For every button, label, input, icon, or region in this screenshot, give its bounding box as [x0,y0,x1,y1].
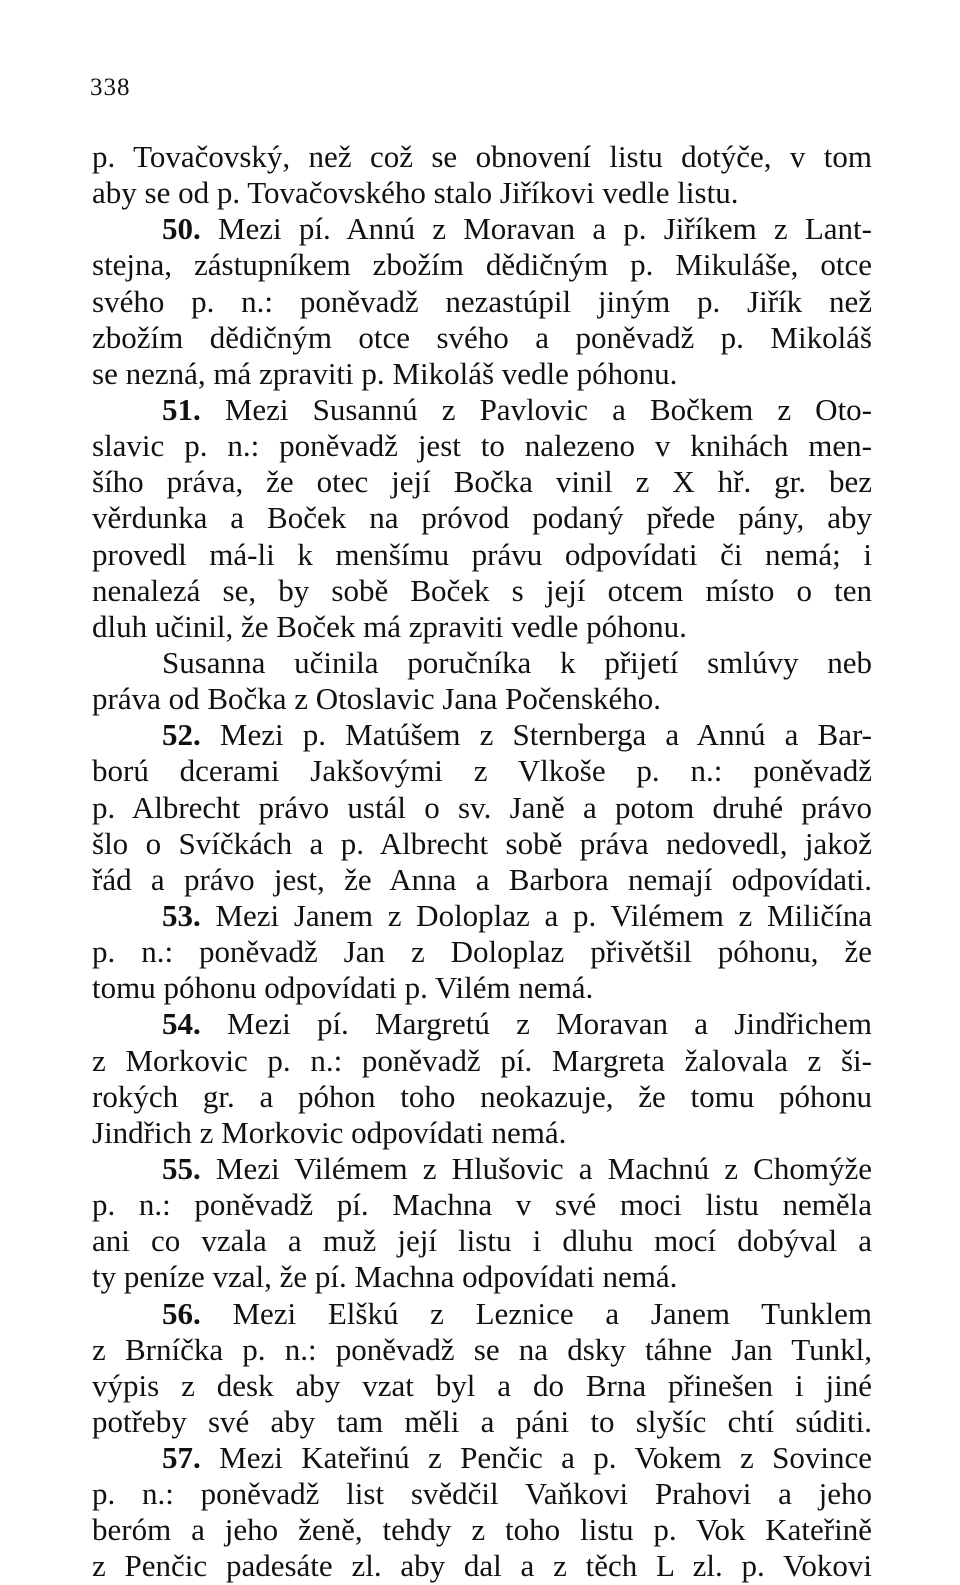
line-text: svého p. n.: poněvadž nezastúpil jiným p. Jiřík než [92,283,872,319]
text-line [92,284,872,320]
line-text: Mezi Susannú z Pavlovic a Bočkem z Oto- [224,391,873,427]
line-text: se nezná, má zpraviti p. Mikoláš vedle póhonu. [92,355,678,391]
section-number: 51. [162,391,201,427]
line-text: z Morkovic p. n.: poněvadž pí. Margreta žalovala z ši- [92,1042,872,1078]
section-number: 55. [162,1150,201,1186]
line-text: nenalezá se, by sobě Boček s její otcem místo o ten [92,572,872,608]
text-line [92,717,872,753]
line-text: dluh učinil, že Boček má zpraviti vedle póhonu. [92,608,687,644]
text-line [92,1043,872,1079]
section-number: 57. [162,1440,201,1476]
line-text: ty peníze vzal, že pí. Machna odpovídati nemá. [92,1259,678,1295]
text-line [92,934,872,970]
text-line [92,790,872,826]
text-line [92,139,872,175]
text-line [92,573,872,609]
line-text: Mezi pí. Margretú z Moravan a Jindřichem [227,1006,872,1042]
line-text: Mezi Elškú z Leznice a Janem Tunklem [232,1295,872,1331]
text-line [92,1079,872,1115]
line-text: Jindřich z Morkovic odpovídati nemá. [92,1114,567,1150]
section-number: 56. [162,1295,201,1331]
text-line [92,826,872,862]
line-text: aby se od p. Tovačovského stalo Jiříkovi vedle listu. [92,175,739,211]
text-line [92,464,872,500]
text-line [92,1440,872,1476]
text-line [92,247,872,283]
line-text: z Penčic padesáte zl. aby dal a z těch L zl. p. Vokovi [92,1548,872,1584]
text-line [92,645,872,681]
line-text: Mezi Vilémem z Hlušovic a Machnú z Chomýže [215,1150,872,1186]
section-number: 52. [162,717,201,753]
text-line [92,1115,872,1151]
section-number: 53. [162,897,201,933]
line-text: slavic p. n.: poněvadž jest to nalezeno v knihách men- [92,428,872,464]
line-text: p. n.: poněvadž Jan z Doloplaz přivětšil póhonu, že [92,934,872,970]
text-line [92,1332,872,1368]
line-text: řád a právo jest, že Anna a Barbora nemají odpovídati. [92,861,872,897]
text-line [92,1404,872,1440]
line-text: ború dcerami Jakšovými z Vlkoše p. n.: poněvadž [92,753,872,789]
text-line [92,175,872,211]
text-line [92,1512,872,1548]
line-text: Mezi Kateřinú z Penčic a p. Vokem z Sovince [219,1440,872,1476]
line-text: potřeby své aby tam měli a páni to slyšíc chtí súditi. [92,1403,872,1439]
text-line [92,1187,872,1223]
section-number: 50. [162,211,201,247]
text-line [92,500,872,536]
line-text: Mezi p. Matúšem z Sternberga a Annú a Bar- [219,717,873,753]
line-text: z Brníčka p. n.: poněvadž se na dsky táhne Jan Tunkl, [92,1331,872,1367]
text-line [92,1151,872,1187]
text-line [92,356,872,392]
line-text: p. Albrecht právo ustál o sv. Janě a potom druhé právo [92,789,872,825]
line-text: práva od Bočka z Otoslavic Jana Počenského. [92,681,662,717]
text-line [92,537,872,573]
line-text: stejna, zástupníkem zbožím dědičným p. Mikuláše, otce [92,247,872,283]
line-text: rokých gr. a póhon toho neokazuje, že tomu póhonu [92,1078,872,1114]
line-text: šího práva, že otec její Bočka vinil z X hř. gr. bez [92,464,872,500]
line-text: p. Tovačovský, než což se obnovení listu dotýče, v tom [92,139,872,174]
text-line [92,753,872,789]
section-number: 54. [162,1006,201,1042]
line-text: Susanna učinila poručníka k přijetí smlúvy neb [162,644,872,680]
body-text [92,139,872,1585]
text-line [92,1259,872,1295]
text-line [92,609,872,645]
text-line [92,428,872,464]
text-line [92,1296,872,1332]
page-number: 338 [90,74,131,101]
line-text: provedl má-li k menšímu právu odpovídati či nemá; i [92,536,872,572]
text-line [92,898,872,934]
text-line [92,1006,872,1042]
line-text: zbožím dědičným otce svého a poněvadž p. Mikoláš [92,319,872,355]
line-text: Mezi pí. Annú z Moravan a p. Jiříkem z Lant- [217,211,872,247]
line-text: šlo o Svíčkách a p. Albrecht sobě práva nedovedl, jakož [92,825,872,861]
line-text: Mezi Janem z Doloplaz a p. Vilémem z Miličína [215,897,872,933]
text-line [92,1223,872,1259]
line-text: výpis z desk aby vzat byl a do Brna přinešen i jiné [92,1367,872,1403]
line-text: beróm a jeho ženě, tehdy z toho listu p. Vok Kateřině [92,1512,872,1548]
text-line [92,862,872,898]
line-text: ani co vzala a muž její listu i dluhu mocí dobýval a [92,1223,872,1259]
text-line [92,211,872,247]
line-text: věrdunka a Boček na próvod podaný přede pány, aby [92,500,872,536]
text-line [92,392,872,428]
text-line [92,970,872,1006]
text-line [92,1368,872,1404]
line-text: tomu póhonu odpovídati p. Vilém nemá. [92,970,594,1006]
text-line [92,1548,872,1584]
text-line [92,681,872,717]
text-line [92,1476,872,1512]
line-text: p. n.: poněvadž list svědčil Vaňkovi Prahovi a jeho [92,1476,872,1512]
text-line [92,320,872,356]
line-text: p. n.: poněvadž pí. Machna v své moci listu neměla [92,1187,872,1223]
